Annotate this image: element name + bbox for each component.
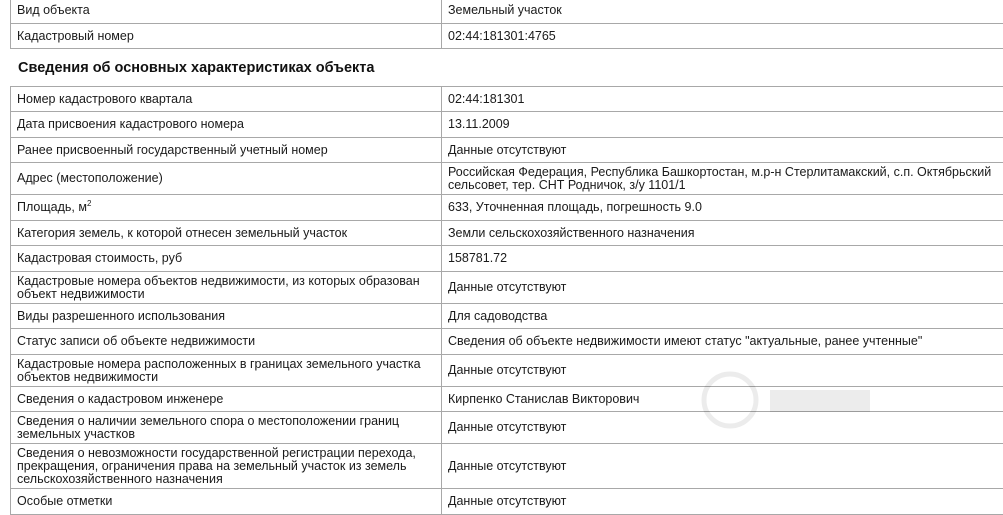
- row-value: Данные отсутствуют: [442, 272, 1003, 304]
- row-value: Данные отсутствуют: [442, 355, 1003, 387]
- row-value: Земельный участок: [442, 0, 1003, 24]
- row-value: Данные отсутствуют: [442, 412, 1003, 444]
- address-value: Российская Федерация, Республика Башкортостан, м.р-н Стерлитамакский, с.п. Октябрьский сельсовет, тер. СНТ Родничок, з/у 1101/1: [442, 163, 1003, 195]
- table-row: [11, 112, 1003, 138]
- row-label: Сведения о наличии земельного спора о местоположении границ земельных участков: [11, 412, 442, 444]
- table-row: [11, 304, 1003, 329]
- table-row: [11, 355, 1003, 387]
- table-row: [11, 412, 1003, 444]
- area-label-text: Площадь, м: [17, 200, 87, 214]
- row-label: Категория земель, к которой отнесен земельный участок: [11, 221, 442, 246]
- table-row: [11, 87, 1003, 112]
- section-title: Сведения об основных характеристиках объекта: [18, 60, 374, 76]
- table-row: [11, 272, 1003, 304]
- object-summary-table: [10, 0, 1003, 49]
- row-label: Дата присвоения кадастрового номера: [11, 112, 442, 138]
- row-value: Данные отсутствуют: [442, 444, 1003, 489]
- row-value: Данные отсутствуют: [442, 489, 1003, 515]
- row-value: 633, Уточненная площадь, погрешность 9.0: [442, 195, 1003, 221]
- row-value: Земли сельскохозяйственного назначения: [442, 221, 1003, 246]
- table-row: [11, 329, 1003, 355]
- row-label: Сведения о невозможности государственной регистрации перехода, прекращения, ограничения права на земельный участок из земель сельскохозяйственного назначения: [11, 444, 442, 489]
- area-unit-exponent: 2: [87, 199, 91, 208]
- table-row: [11, 24, 1003, 49]
- characteristics-table: [10, 86, 1003, 515]
- row-label: Номер кадастрового квартала: [11, 87, 442, 112]
- row-label: Кадастровый номер: [11, 24, 442, 49]
- row-value: Для садоводства: [442, 304, 1003, 329]
- table-row: [11, 246, 1003, 272]
- row-value: 13.11.2009: [442, 112, 1003, 138]
- row-label: Кадастровые номера расположенных в границах земельного участка объектов недвижимости: [11, 355, 442, 387]
- row-label: Кадастровые номера объектов недвижимости, из которых образован объект недвижимости: [11, 272, 442, 304]
- row-label: Виды разрешенного использования: [11, 304, 442, 329]
- row-value: 02:44:181301:4765: [442, 24, 1003, 49]
- row-label: Вид объекта: [11, 0, 442, 24]
- row-label: Сведения о кадастровом инженере: [11, 387, 442, 412]
- row-label: Особые отметки: [11, 489, 442, 515]
- table-row: [11, 444, 1003, 489]
- row-value: 02:44:181301: [442, 87, 1003, 112]
- row-label: [11, 195, 442, 221]
- table-row: [11, 221, 1003, 246]
- table-row: [11, 163, 1003, 195]
- row-value: Данные отсутствуют: [442, 138, 1003, 163]
- table-row: [11, 489, 1003, 515]
- row-label: Ранее присвоенный государственный учетный номер: [11, 138, 442, 163]
- table-row: [11, 195, 1003, 221]
- row-value: 158781.72: [442, 246, 1003, 272]
- table-row: [11, 0, 1003, 24]
- table-row: [11, 138, 1003, 163]
- row-label: Статус записи об объекте недвижимости: [11, 329, 442, 355]
- row-value: Сведения об объекте недвижимости имеют статус "актуальные, ранее учтенные": [442, 329, 1003, 355]
- row-label: Кадастровая стоимость, руб: [11, 246, 442, 272]
- row-label: Адрес (местоположение): [11, 163, 442, 195]
- table-row: [11, 387, 1003, 412]
- row-value: Кирпенко Станислав Викторович: [442, 387, 1003, 412]
